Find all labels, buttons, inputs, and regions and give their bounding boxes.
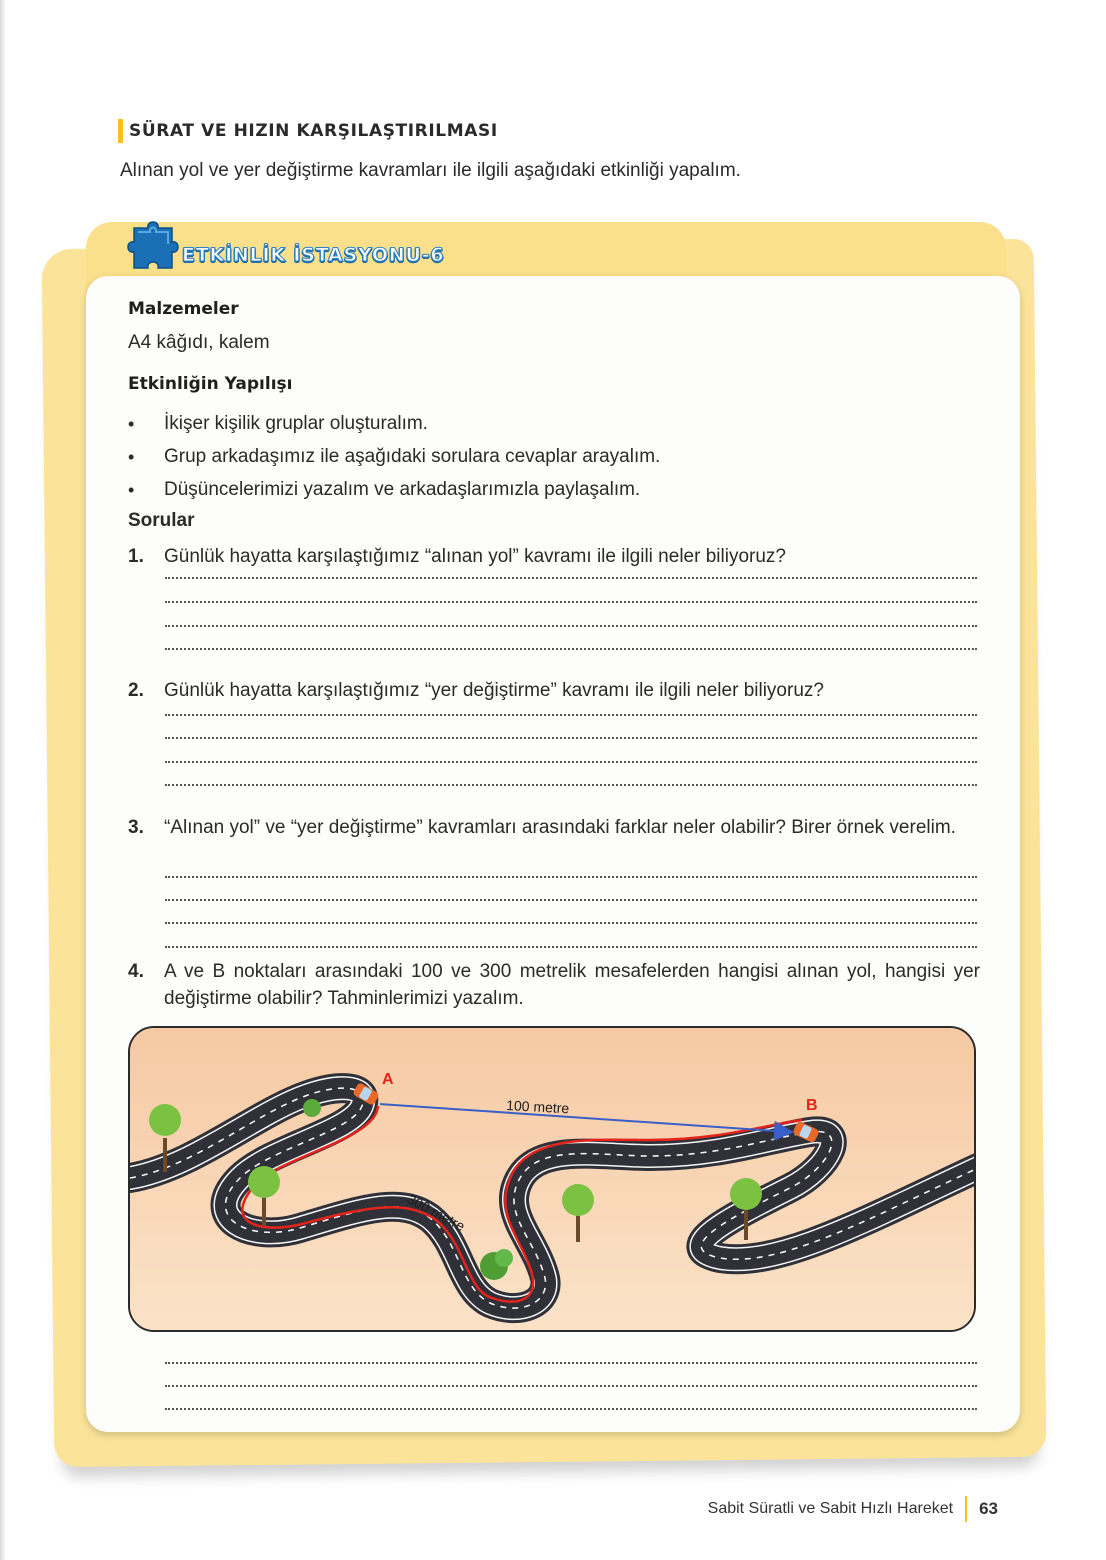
answer-line[interactable] <box>165 899 977 901</box>
answer-line[interactable] <box>165 784 977 786</box>
puzzle-icon <box>124 214 186 276</box>
point-b-label: B <box>806 1097 818 1114</box>
procedure-step: İkişer kişilik gruplar oluşturalım. <box>164 413 428 434</box>
page-edge <box>0 0 6 1560</box>
answer-line[interactable] <box>165 1362 977 1364</box>
answer-line[interactable] <box>165 876 977 878</box>
bullet-icon: • <box>128 414 135 434</box>
bush-icon <box>303 1099 321 1117</box>
bullet-icon: • <box>128 447 135 467</box>
procedure-step: Düşüncelerimizi yazalım ve arkadaşlarımızla paylaşalım. <box>164 479 641 500</box>
answer-line[interactable] <box>165 601 977 603</box>
answer-line[interactable] <box>165 1385 977 1387</box>
straight-distance-label: 100 metre <box>505 1097 570 1117</box>
materials-heading: Malzemeler <box>128 299 239 319</box>
question-1 <box>128 543 980 570</box>
answer-line[interactable] <box>165 737 977 739</box>
question-4 <box>128 958 980 1012</box>
page-number: 63 <box>979 1499 998 1518</box>
question-number: 1. <box>128 546 144 567</box>
answer-line[interactable] <box>165 946 977 948</box>
list-item <box>128 410 660 443</box>
road-distance-label: 300 metre <box>404 1190 468 1235</box>
section-heading <box>118 118 498 144</box>
heading-accent-bar <box>118 119 123 143</box>
procedure-heading: Etkinliğin Yapılışı <box>128 374 293 394</box>
question-number: 2. <box>128 680 144 701</box>
activity-title: ETKİNLİK İSTASYONU-6 <box>182 244 445 266</box>
answer-line[interactable] <box>165 714 977 716</box>
bullet-icon: • <box>128 480 135 500</box>
question-number: 3. <box>128 817 144 838</box>
section-title: SÜRAT VE HIZIN KARŞILAŞTIRILMASI <box>129 121 498 141</box>
question-text: “Alınan yol” ve “yer değiştirme” kavramları arasındaki farklar neler olabilir? Birer örnek verelim. <box>164 817 956 838</box>
question-text: Günlük hayatta karşılaştığımız “yer değiştirme” kavramı ile ilgili neler biliyoruz? <box>164 680 824 701</box>
answer-line[interactable] <box>165 1408 977 1410</box>
footer-divider <box>965 1496 967 1522</box>
list-item <box>128 443 660 476</box>
questions-heading: Sorular <box>128 510 195 531</box>
procedure-step: Grup arkadaşımız ile aşağıdaki sorulara cevaplar arayalım. <box>164 446 661 467</box>
procedure-list <box>128 410 660 509</box>
question-3 <box>128 814 980 841</box>
road-illustration <box>128 1026 976 1332</box>
list-item <box>128 476 660 509</box>
question-text: A ve B noktaları arasındaki 100 ve 300 metrelik mesafelerden hangisi alınan yol, hangisi yer değiştirme olabilir? Tahminlerimizi yazalım. <box>164 961 980 1009</box>
answer-line[interactable] <box>165 648 977 650</box>
question-2 <box>128 677 980 704</box>
chapter-title: Sabit Süratli ve Sabit Hızlı Hareket <box>707 1500 954 1517</box>
answer-line[interactable] <box>165 922 977 924</box>
question-text: Günlük hayatta karşılaştığımız “alınan yol” kavramı ile ilgili neler biliyoruz? <box>164 546 786 567</box>
question-number: 4. <box>128 961 144 982</box>
materials-text: A4 kâğıdı, kalem <box>128 332 270 353</box>
answer-line[interactable] <box>165 625 977 627</box>
point-a-label: A <box>382 1071 394 1088</box>
page-footer <box>708 1496 998 1522</box>
answer-line[interactable] <box>165 577 977 579</box>
answer-line[interactable] <box>165 761 977 763</box>
road-map <box>130 1028 976 1332</box>
intro-text: Alınan yol ve yer değiştirme kavramları ile ilgili aşağıdaki etkinliği yapalım. <box>120 160 741 181</box>
